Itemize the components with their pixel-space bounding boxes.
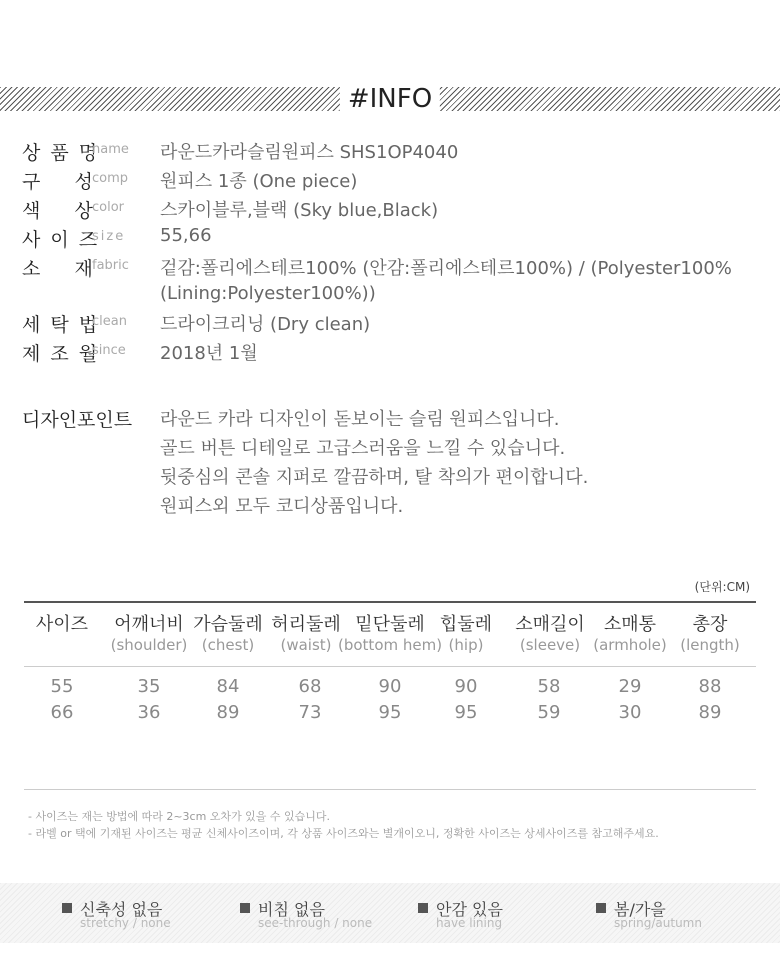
table-cell: 58: [537, 676, 561, 697]
table-cell: 68: [298, 676, 322, 697]
table-cell: 73: [298, 702, 322, 723]
design-point-line: 뒷중심의 콘솔 지퍼로 깔끔하며, 탈 착의가 편이합니다.: [160, 467, 589, 488]
info-value: 55,66: [160, 225, 212, 246]
header-size: [32, 610, 92, 634]
header-en: (armhole): [593, 636, 667, 654]
design-point-line: 라운드 카라 디자인이 돋보이는 슬림 원피스입니다.: [160, 409, 560, 430]
table-cell: 95: [454, 702, 478, 723]
header-armhole: [590, 610, 670, 654]
table-header-divider: [24, 666, 756, 667]
info-key-en: comp: [92, 171, 129, 186]
square-bullet-icon: [418, 903, 428, 913]
header-bottom-hem: [338, 610, 442, 654]
header-ko: 힙둘레: [439, 614, 493, 635]
table-cell: 88: [698, 676, 722, 697]
info-row-fabric: [22, 254, 780, 310]
header-ko: 총장: [692, 614, 728, 635]
header-length: [676, 610, 744, 654]
info-key: 소 재: [22, 258, 95, 280]
table-cell: 90: [454, 676, 478, 697]
header-waist: [268, 610, 344, 654]
info-value: 2018년 1월: [160, 343, 258, 364]
design-point-line: 원피스외 모두 코디상품입니다.: [160, 496, 404, 517]
size-unit-label: (단위:CM): [694, 580, 750, 594]
size-notes: [28, 808, 659, 842]
info-value: 원피스 1종 (One piece): [160, 171, 358, 192]
header-ko: 허리둘레: [271, 614, 341, 635]
info-value: 드라이크리닝 (Dry clean): [160, 314, 371, 335]
table-cell: 84: [216, 676, 240, 697]
table-bottom-divider: [24, 789, 756, 790]
table-cell: 35: [137, 676, 161, 697]
header-en: (chest): [201, 636, 255, 654]
info-key-en: since: [92, 343, 126, 358]
header-ko: 소매통: [603, 614, 657, 635]
table-cell: 29: [618, 676, 642, 697]
info-key-en: size: [92, 229, 126, 244]
header-en: (shoulder): [110, 636, 188, 654]
design-point-label: 디자인포인트: [22, 409, 133, 431]
header-ko: 소매길이: [515, 614, 585, 635]
info-row-size: [22, 225, 780, 254]
table-cell: 55: [50, 676, 74, 697]
design-point-line: 골드 버튼 디테일로 고급스러움을 느낄 수 있습니다.: [160, 438, 566, 459]
header-en: (sleeve): [519, 636, 581, 654]
table-cell: 89: [216, 702, 240, 723]
info-value-2: (Lining:Polyester100%)): [160, 283, 376, 304]
header-shoulder: [106, 610, 192, 654]
table-cell: 95: [378, 702, 402, 723]
info-key: 상 품 명: [22, 142, 100, 164]
info-row-name: [22, 138, 780, 167]
feature-ko: 비침 없음: [258, 900, 325, 919]
info-key-en: color: [92, 200, 125, 215]
info-key: 세 탁 법: [22, 314, 100, 336]
header-en: (bottom hem): [338, 636, 443, 654]
header-en: (waist): [280, 636, 332, 654]
header-chest: [190, 610, 266, 654]
title-bar: [0, 84, 780, 114]
header-ko: 어깨너비: [114, 614, 184, 635]
table-top-divider: [24, 601, 756, 603]
table-cell: 36: [137, 702, 161, 723]
table-cell: 59: [537, 702, 561, 723]
info-value: 라운드카라슬림원피스 SHS1OP4040: [160, 142, 459, 163]
info-row-clean: [22, 310, 780, 339]
header-ko: 가슴둘레: [193, 614, 263, 635]
feature-en: have lining: [436, 916, 503, 930]
square-bullet-icon: [240, 903, 250, 913]
header-en: (hip): [448, 636, 484, 654]
square-bullet-icon: [62, 903, 72, 913]
header-ko: 밑단둘레: [355, 614, 425, 635]
note-line: - 사이즈는 재는 방법에 따라 2~3cm 오차가 있을 수 있습니다.: [28, 810, 331, 823]
header-en: (length): [680, 636, 740, 654]
info-value: 겉감:폴리에스테르100% (안감:폴리에스테르100%) / (Polyester100%: [160, 258, 732, 279]
note-line: - 라벨 or 택에 기재된 사이즈는 평균 신체사이즈이며, 각 상품 사이즈와는 별개이오니, 정확한 사이즈는 상세사이즈를 참고해주세요.: [28, 827, 659, 840]
feature-ko: 신축성 없음: [80, 900, 163, 919]
square-bullet-icon: [596, 903, 606, 913]
table-cell: 89: [698, 702, 722, 723]
feature-en: stretchy / none: [80, 916, 171, 930]
feature-ko: 봄/가을: [614, 900, 666, 919]
table-cell: 90: [378, 676, 402, 697]
table-cell: 30: [618, 702, 642, 723]
info-key: 구 성: [22, 171, 95, 193]
header-sleeve: [512, 610, 588, 654]
features-bar: [0, 883, 780, 943]
info-key: 색 상: [22, 200, 95, 222]
header-ko: 사이즈: [35, 614, 89, 635]
feature-en: see-through / none: [258, 916, 373, 930]
info-row-color: [22, 196, 780, 225]
feature-en: spring/autumn: [614, 916, 702, 930]
info-key-en: clean: [92, 314, 127, 329]
feature-ko: 안감 있음: [436, 900, 503, 919]
table-cell: 66: [50, 702, 74, 723]
info-section: [22, 138, 780, 368]
info-key-en: name: [92, 142, 129, 157]
info-row-since: [22, 339, 780, 368]
info-key: 제 조 월: [22, 343, 100, 365]
page-title: #INFO: [340, 85, 440, 113]
info-row-comp: [22, 167, 780, 196]
info-key-en: fabric: [92, 258, 129, 273]
info-value: 스카이블루,블랙 (Sky blue,Black): [160, 200, 439, 221]
header-hip: [438, 610, 494, 654]
design-point-lines: [160, 405, 588, 521]
info-key: 사 이 즈: [22, 229, 100, 251]
